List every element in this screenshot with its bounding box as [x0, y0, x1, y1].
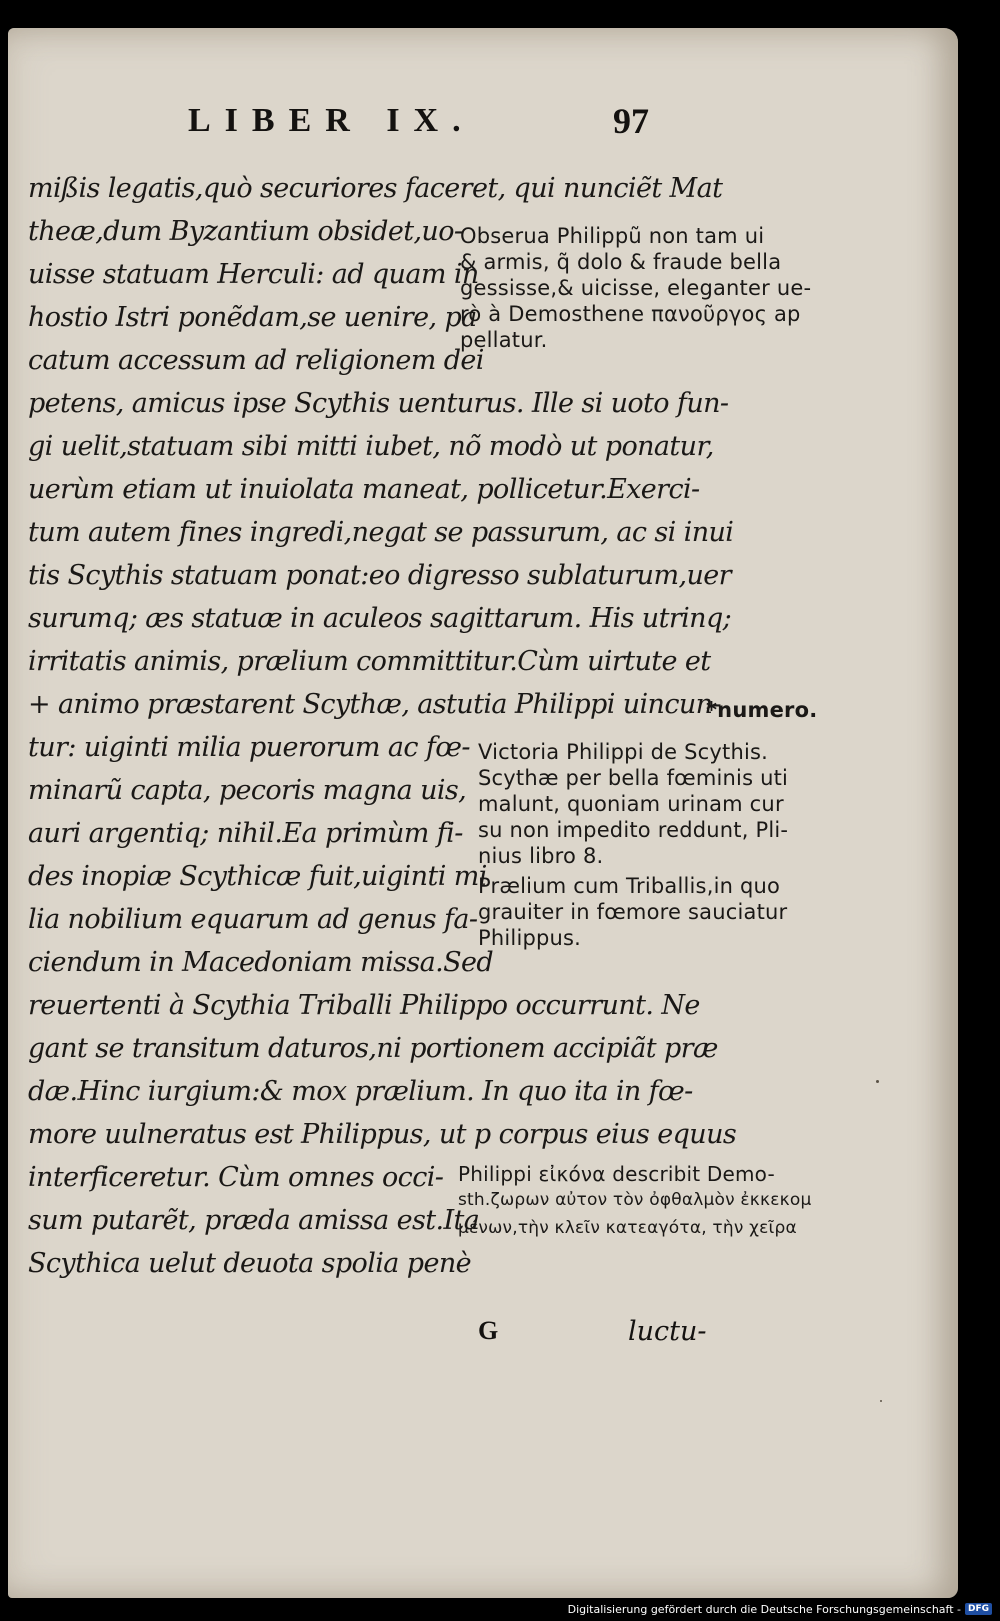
margin-note-line: rò à Demosthene πανοῦργος ap	[460, 302, 801, 326]
main-text-line: theæ,dum Byzantium obsidet,uo-	[28, 216, 463, 247]
main-text-line: auri argentiq; nihil.Ea primùm fi-	[28, 818, 463, 849]
footer-text: Digitalisierung gefördert durch die Deutsche Forschungsgemeinschaft -	[567, 1602, 961, 1616]
margin-note-line: sth.ζωρων αὐτον τὸν ὀφθαλμὸν ἐκκεκομ	[458, 1190, 812, 1210]
book-page	[8, 28, 958, 1598]
margin-note-line: *numero.	[706, 698, 818, 722]
margin-note-line: grauiter in fœmore sauciatur	[478, 900, 788, 924]
main-text-line: tur: uiginti milia puerorum ac fœ-	[28, 732, 470, 763]
margin-note-line: Philippi εἰκόνα describit Demo-	[458, 1162, 775, 1186]
main-text-line: gi uelit,statuam sibi mitti iubet, nõ modò ut ponatur,	[28, 431, 714, 462]
main-text-line: Scythica uelut deuota spolia penè	[28, 1248, 471, 1279]
margin-note-line: μένων,τὴν κλεῖν κατεαγότα, τὴν χεῖρα	[458, 1218, 797, 1238]
margin-note-line: Victoria Philippi de Scythis.	[478, 740, 769, 764]
margin-note-line: Scythæ per bella fœminis uti	[478, 766, 789, 790]
paper-speck	[876, 1080, 879, 1083]
main-text-line: tum autem fines ingredi,negat se passurum, ac si inui	[28, 517, 734, 548]
signature-mark: G	[478, 1316, 499, 1345]
margin-note-line: Philippus.	[478, 926, 582, 950]
main-text-line: uisse statuam Herculi: ad quam in	[28, 259, 479, 290]
dfg-logo: DFG	[965, 1603, 992, 1615]
margin-note-line: malunt, quoniam urinam cur	[478, 792, 784, 816]
main-text-line: petens, amicus ipse Scythis uenturus. Ille si uoto fun-	[28, 388, 729, 419]
main-text-line: mißis legatis,quò securiores faceret, qui nunciẽt Mat	[28, 173, 723, 204]
margin-note-line: su non impedito reddunt, Pli-	[478, 818, 789, 842]
paper-speck	[880, 1400, 882, 1402]
margin-note-line: Prælium cum Triballis,in quo	[478, 874, 781, 898]
main-text-line: interficeretur. Cùm omnes occi-	[28, 1162, 444, 1193]
catchword: luctu-	[628, 1316, 707, 1347]
running-head-title: LIBER IX.	[188, 102, 475, 139]
main-text-line: sum putarẽt, præda amissa est.Ita	[28, 1205, 480, 1236]
main-text-line: hostio Istri ponẽdam,se uenire, pa	[28, 302, 477, 333]
margin-note-line: nius libro 8.	[478, 844, 604, 868]
main-text-line: catum accessum ad religionem dei	[28, 345, 484, 376]
main-text-line: reuertenti à Scythia Triballi Philippo occurrunt. Ne	[28, 990, 700, 1021]
main-text-line: gant se transitum daturos,ni portionem accipiãt præ	[28, 1033, 718, 1064]
main-text-line: des inopiæ Scythicæ fuit,uiginti mi	[28, 861, 487, 892]
main-text-line: uerùm etiam ut inuiolata maneat, pollicetur.Exerci-	[28, 474, 700, 505]
margin-note-line: & armis, q̃ dolo & fraude bella	[460, 250, 782, 274]
page-number: 97	[613, 101, 649, 141]
main-text-line: irritatis animis, prælium committitur.Cùm uirtute et	[28, 646, 711, 677]
main-text-line: minarũ capta, pecoris magna uis,	[28, 775, 467, 806]
main-text-line: lia nobilium equarum ad genus fa-	[28, 904, 478, 935]
main-text-line: + animo præstarent Scythæ, astutia Philippi uincun-	[28, 689, 721, 720]
main-text-line: more uulneratus est Philippus, ut p corpus eius equus	[28, 1119, 737, 1150]
main-text-line: dæ.Hinc iurgium:& mox prælium. In quo ita in fœ-	[28, 1076, 693, 1107]
main-text-line: ciendum in Macedoniam missa.Sed	[28, 947, 494, 978]
digitization-footer	[568, 1601, 992, 1617]
margin-note-line: gessisse,& uicisse, eleganter ue-	[460, 276, 812, 300]
margin-note-line: Obserua Philippũ non tam ui	[460, 224, 765, 248]
main-text-line: tis Scythis statuam ponat:eo digresso sublaturum,uer	[28, 560, 731, 591]
margin-note-line: pellatur.	[460, 328, 548, 352]
main-text-line: surumq; æs statuæ in aculeos sagittarum. His utrinq;	[28, 603, 732, 634]
